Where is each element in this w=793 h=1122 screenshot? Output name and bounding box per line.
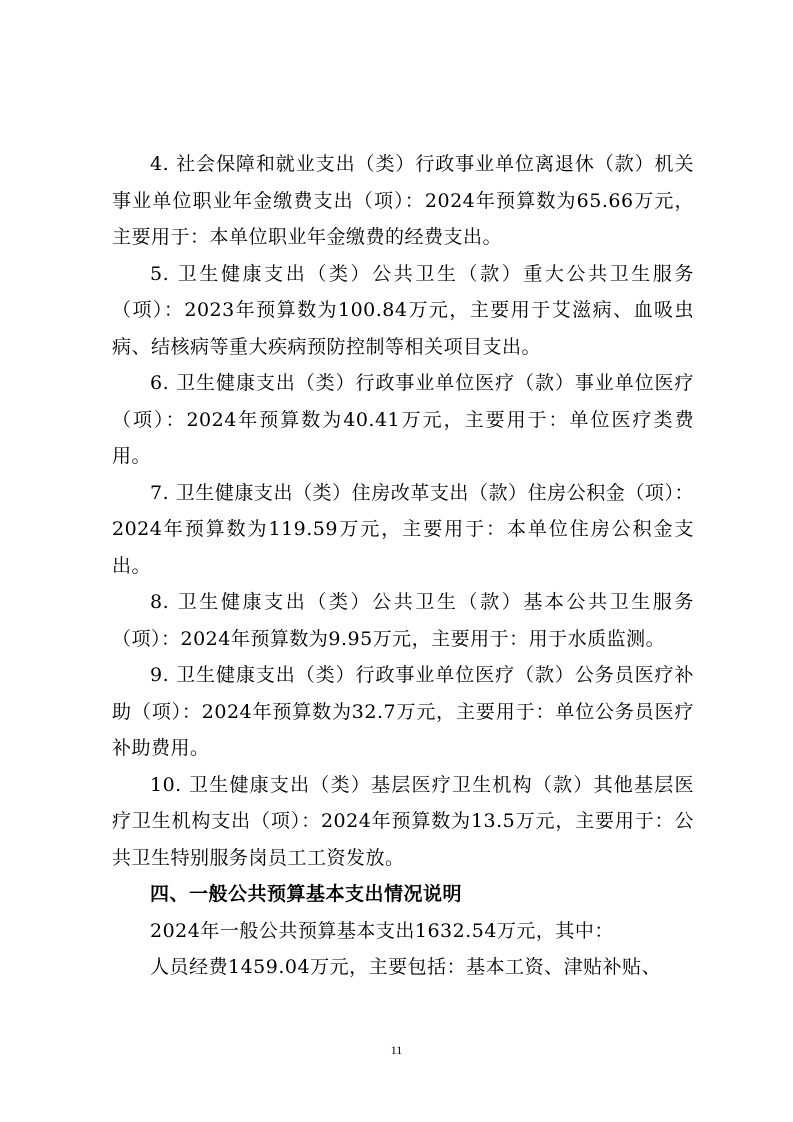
page-number: 11 <box>390 1043 403 1057</box>
paragraph-item-10: 10. 卫生健康支出（类）基层医疗卫生机构（款）其他基层医疗卫生机构支出（项）：2024年预算数为13.5万元，主要用于：公共卫生特别服务岗员工工资发放。 <box>112 773 694 869</box>
paragraph-item-9: 9. 卫生健康支出（类）行政事业单位医疗（款）公务员医疗补助（项）：2024年预算数为32.7万元，主要用于：单位公务员医疗补助费用。 <box>112 664 694 759</box>
document-body <box>112 146 694 986</box>
paragraph-item-4: 4. 社会保障和就业支出（类）行政事业单位离退休（款）机关事业单位职业年金缴费支出（项）：2024年预算数为65.66万元，主要用于：本单位职业年金缴费的经费支出。 <box>112 153 694 248</box>
summary-paragraph: 2024年一般公共预算基本支出1632.54万元，其中： <box>150 919 614 942</box>
paragraph-item-8: 8. 卫生健康支出（类）公共卫生（款）基本公共卫生服务（项）：2024年预算数为9.95万元，主要用于：用于水质监测。 <box>112 591 694 650</box>
personnel-paragraph: 人员经费1459.04万元，主要包括：基本工资、津贴补贴、 <box>150 956 662 978</box>
paragraph-item-5: 5. 卫生健康支出（类）公共卫生（款）重大公共卫生服务（项）：2023年预算数为100.84万元，主要用于艾滋病、血吸虫病、结核病等重大疾病预防控制等相关项目支出。 <box>112 262 694 358</box>
paragraph-item-7: 7. 卫生健康支出（类）住房改革支出（款）住房公积金（项）：2024年预算数为119.59万元，主要用于：本单位住房公积金支出。 <box>112 481 694 577</box>
section-heading: 四、一般公共预算基本支出情况说明 <box>150 883 463 905</box>
paragraph-item-6: 6. 卫生健康支出（类）行政事业单位医疗（款）事业单位医疗（项）：2024年预算数为40.41万元，主要用于：单位医疗类费用。 <box>112 372 694 467</box>
